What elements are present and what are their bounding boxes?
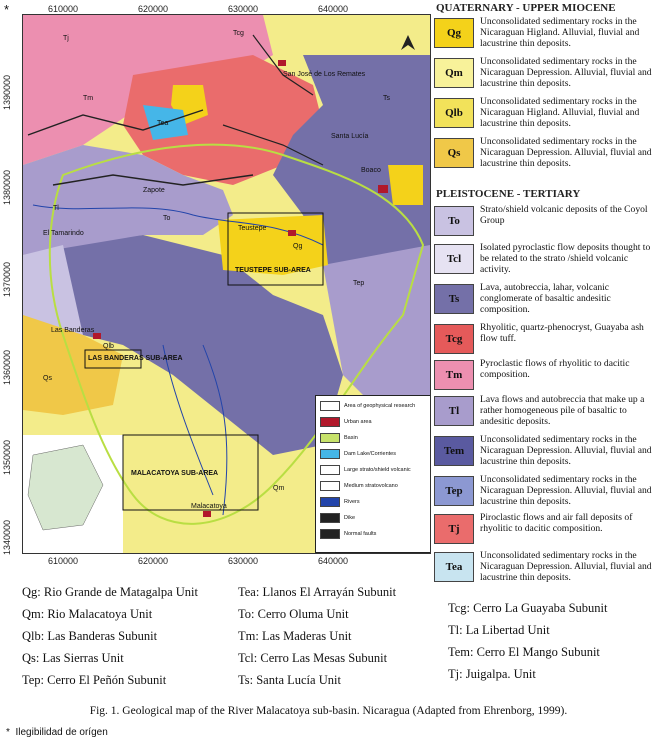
coord-bottom-1: 610000 <box>48 556 79 566</box>
unit-name: To: Cerro Oluma Unit <box>238 607 349 621</box>
unit-code-to: To <box>163 215 171 222</box>
legend-desc: Lava, autobreccia, lahar, volcanic conglomerate of basaltic andesitic composition. <box>480 282 611 315</box>
unit-name: Tl: La Libertad Unit <box>448 623 550 637</box>
legend-item-tl <box>432 394 654 434</box>
unit-name: Qm: Rio Malacatoya Unit <box>22 607 153 621</box>
label-el-tamarindo: El Tamarindo <box>43 230 84 237</box>
label-malacatoya: Malacatoya <box>191 503 227 510</box>
subarea-malacatoya: MALACATOYA SUB-AREA <box>131 470 219 477</box>
inset-legend-item: Large strato/shield volcanic <box>320 464 411 476</box>
legend-swatch: Qm <box>434 58 474 88</box>
unit-code-tl: Tl <box>53 205 59 212</box>
label-boaco: Boaco <box>361 167 381 174</box>
legend-swatch: Tm <box>434 360 474 390</box>
legend-swatch: Tep <box>434 476 474 506</box>
legend-item-tcg <box>432 322 654 362</box>
legend-desc: Unconsolidated sedimentary rocks in the Nicaraguan Higland. Alluvial, fluvial and lacustrine thin deposits. <box>480 96 640 129</box>
inset-legend-item: Basin <box>320 432 358 444</box>
legend-desc: Unconsolidated sedimentary rocks in the Nicaraguan Depression. Alluvial, fluvial and lacustrine thin deposits. <box>480 550 652 583</box>
legend-swatch: Tea <box>434 552 474 582</box>
coord-top-4: 640000 <box>318 4 349 14</box>
urban-san-jose <box>278 60 286 66</box>
inset-legend-item: Normal faults <box>320 528 376 540</box>
legend-item-qs <box>432 136 654 176</box>
qg-patch-teustepe <box>218 215 328 275</box>
legend-header-pleistocene: PLEISTOCENE - TERTIARY <box>436 188 581 200</box>
legend-desc: Unconsolidated sedimentary rocks in the Nicaraguan Depression. Alluvial, fluvial and lacustrine thin deposits. <box>480 56 652 89</box>
footnote <box>6 727 108 738</box>
inset-legend-item: Urban area <box>320 416 372 428</box>
legend-desc: Lava flows and autobreccia that make up a rather homogeneous pile of basaltic to andesitic deposits. <box>480 394 645 427</box>
unit-name: Qs: Las Sierras Unit <box>22 651 124 665</box>
legend-item-qlb <box>432 96 654 136</box>
unit-name: Tep: Cerro El Peñón Subunit <box>22 673 167 687</box>
legend-desc: Piroclastic flows and air fall deposits of rhyolitic to dacitic composition. <box>480 512 633 534</box>
coord-bottom-3: 630000 <box>228 556 259 566</box>
legend-item-to <box>432 204 654 244</box>
coord-left-6: 1340000 <box>2 520 12 556</box>
unit-code-tm: Tm <box>83 95 94 102</box>
footnote-star: * <box>6 727 10 738</box>
legend-item-tep <box>432 474 654 514</box>
legend-item-tea <box>432 550 654 590</box>
coord-left-2: 1380000 <box>2 170 12 206</box>
unit-code-qg: Qg <box>293 243 303 250</box>
coord-top-2: 620000 <box>138 4 169 14</box>
footnote-text: Ilegibilidad de orígen <box>15 727 108 738</box>
unit-name: Ts: Santa Lucía Unit <box>238 673 341 687</box>
unit-code-tep: Tep <box>353 280 365 287</box>
unit-name: Tcg: Cerro La Guayaba Subunit <box>448 601 608 615</box>
legend-item-ts <box>432 282 654 322</box>
unit-code-tj: Tj <box>63 35 69 42</box>
coord-left-5: 1350000 <box>2 440 12 476</box>
unit-name: Tem: Cerro El Mango Subunit <box>448 645 600 659</box>
legend-desc: Unconsolidated sedimentary rocks in the Nicaraguan Depression. Alluvial, fluvial and lacustrine thin deposits. <box>480 136 652 169</box>
legend-item-qm <box>432 56 654 96</box>
inset-legend-item: Area of geophysical research <box>320 400 415 412</box>
label-san-jose: San José de Los Remates <box>283 71 366 78</box>
legend-desc: Unconsolidated sedimentary rocks in the Nicaraguan Higland. Alluvial, fluvial and lacustrine thin deposits. <box>480 16 640 49</box>
legend-desc: Isolated pyroclastic flow deposits thought to be related to the strato /shield volcanic activity. <box>480 242 651 275</box>
unit-name: Tcl: Cerro Las Mesas Subunit <box>238 651 388 665</box>
legend-desc: Rhyolitic, quartz-phenocryst, Guayaba ash flow tuff. <box>480 322 644 344</box>
label-zapote: Zapote <box>143 187 165 194</box>
legend-desc: Strato/shield volcanic deposits of the Coyol Group <box>480 204 648 226</box>
coord-left-1: 1390000 <box>2 75 12 111</box>
unit-name: Qlb: Las Banderas Subunit <box>22 629 158 643</box>
legend-swatch: Tl <box>434 396 474 426</box>
legend-item-tem <box>432 434 654 474</box>
legend-header-quaternary: QUATERNARY - UPPER MIOCENE <box>436 2 616 14</box>
label-teustepe: Teustepe <box>238 225 267 232</box>
qg-patch-boaco <box>388 165 423 205</box>
legend-item-tm <box>432 358 654 398</box>
legend-swatch: Ts <box>434 284 474 314</box>
coord-top-3: 630000 <box>228 4 259 14</box>
legend-desc: Unconsolidated sedimentary rocks in the Nicaraguan Depression. Alluvial, fluvial and lacustrine thin deposits. <box>480 474 652 507</box>
page-marker: * <box>4 2 10 17</box>
unit-name: Tj: Juigalpa. Unit <box>448 667 536 681</box>
legend-item-tcl <box>432 242 654 282</box>
unit-code-tea: Tea <box>157 120 169 127</box>
unit-name: Qg: Rio Grande de Matagalpa Unit <box>22 585 198 599</box>
unit-code-qs: Qs <box>43 375 52 382</box>
label-santa-lucia: Santa Lucía <box>331 133 369 140</box>
unit-code-qm: Qm <box>273 485 285 492</box>
unit-name: Tea: Llanos El Arrayán Subunit <box>238 585 397 599</box>
legend-desc: Pyroclastic flows of rhyolitic to dacitic composition. <box>480 358 630 380</box>
coord-left-3: 1370000 <box>2 262 12 298</box>
legend-swatch: Tcg <box>434 324 474 354</box>
legend-swatch: Qlb <box>434 98 474 128</box>
coord-bottom-2: 620000 <box>138 556 169 566</box>
urban-malacatoya <box>203 511 211 517</box>
coord-top-1: 610000 <box>48 4 79 14</box>
legend-swatch: Tem <box>434 436 474 466</box>
inset-legend-item: Dam Lake/Corrientes <box>320 448 396 460</box>
inset-legend-item: Rivers <box>320 496 360 508</box>
unit-name: Tm: Las Maderas Unit <box>238 629 352 643</box>
urban-boaco <box>378 185 388 193</box>
coord-bottom-4: 640000 <box>318 556 349 566</box>
unit-code-ts: Ts <box>383 95 390 102</box>
legend-swatch: To <box>434 206 474 236</box>
geological-map <box>22 14 431 554</box>
legend-swatch: Qg <box>434 18 474 48</box>
legend-item-qg <box>432 16 654 56</box>
legend-swatch: Qs <box>434 138 474 168</box>
legend-swatch: Tcl <box>434 244 474 274</box>
legend-swatch: Tj <box>434 514 474 544</box>
map-inset-legend <box>315 395 431 553</box>
subarea-teustepe: TEUSTEPE SUB-AREA <box>235 267 311 274</box>
inset-legend-item: Dike <box>320 512 355 524</box>
legend-item-tj <box>432 512 654 552</box>
coord-left-4: 1360000 <box>2 350 12 386</box>
unit-code-tcg: Tcg <box>233 30 244 37</box>
subarea-las-banderas: LAS BANDERAS SUB-AREA <box>88 355 183 362</box>
unit-code-qlb: Qlb <box>103 343 114 350</box>
legend-desc: Unconsolidated sedimentary rocks in the Nicaraguan Depression. Alluvial, fluvial and lacustrine thin deposits. <box>480 434 652 467</box>
inset-legend-item: Medium stratovolcano <box>320 480 398 492</box>
urban-teustepe <box>288 230 296 236</box>
figure-caption: Fig. 1. Geological map of the River Malacatoya sub-basin. Nicaragua (Adapted from Ehrenborg, 1999). <box>89 705 568 717</box>
label-las-banderas: Las Banderas <box>51 327 95 334</box>
